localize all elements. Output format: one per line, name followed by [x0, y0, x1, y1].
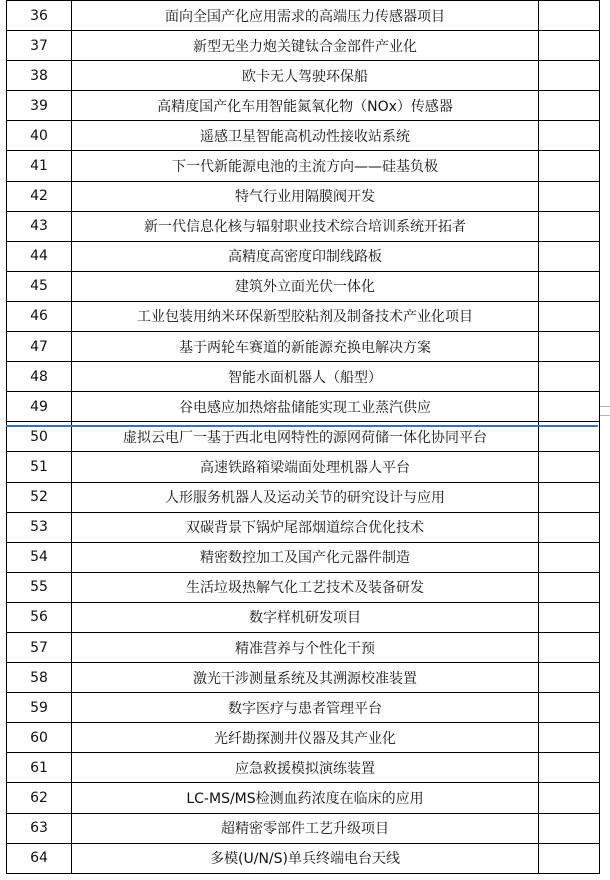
- table-row: [7, 813, 600, 843]
- empty-cell[interactable]: [539, 542, 600, 572]
- table-row: [7, 151, 600, 181]
- row-number-cell[interactable]: 44: [7, 241, 72, 271]
- project-table: [6, 0, 600, 874]
- table-row: [7, 693, 600, 723]
- row-number-cell[interactable]: 60: [7, 723, 72, 753]
- row-number-cell[interactable]: 37: [7, 31, 72, 61]
- project-name-cell[interactable]: 应急救援模拟演练装置: [72, 753, 539, 783]
- project-name-cell[interactable]: 基于两轮车赛道的新能源充换电解决方案: [72, 332, 539, 362]
- table-row: [7, 271, 600, 301]
- row-number-cell[interactable]: 50: [7, 422, 72, 452]
- project-name-cell[interactable]: 高速铁路箱梁端面处理机器人平台: [72, 452, 539, 482]
- empty-cell[interactable]: [539, 663, 600, 693]
- table-row: [7, 181, 600, 211]
- project-name-cell[interactable]: 光纤勘探测井仪器及其产业化: [72, 723, 539, 753]
- project-name-cell[interactable]: 面向全国产化应用需求的高端压力传感器项目: [72, 1, 539, 31]
- project-name-cell[interactable]: 精密数控加工及国产化元器件制造: [72, 542, 539, 572]
- project-name-cell[interactable]: 超精密零部件工艺升级项目: [72, 813, 539, 843]
- empty-cell[interactable]: [539, 271, 600, 301]
- table-row: [7, 392, 600, 422]
- table-row: [7, 31, 600, 61]
- page-break-line: [6, 425, 598, 427]
- project-name-cell[interactable]: 激光干涉测量系统及其溯源校准装置: [72, 663, 539, 693]
- table-row: [7, 91, 600, 121]
- project-name-cell[interactable]: 数字医疗与患者管理平台: [72, 693, 539, 723]
- empty-cell[interactable]: [539, 693, 600, 723]
- empty-cell[interactable]: [539, 211, 600, 241]
- project-name-cell[interactable]: 智能水面机器人（船型）: [72, 362, 539, 392]
- table-row: [7, 753, 600, 783]
- empty-cell[interactable]: [539, 753, 600, 783]
- table-row: [7, 211, 600, 241]
- row-number-cell[interactable]: 62: [7, 783, 72, 813]
- empty-cell[interactable]: [539, 241, 600, 271]
- row-number-cell[interactable]: 41: [7, 151, 72, 181]
- project-name-cell[interactable]: 新型无坐力炮关键钛合金部件产业化: [72, 31, 539, 61]
- table-row: [7, 572, 600, 602]
- row-number-cell[interactable]: 36: [7, 1, 72, 31]
- table-row: [7, 482, 600, 512]
- row-number-cell[interactable]: 55: [7, 572, 72, 602]
- empty-cell[interactable]: [539, 392, 600, 422]
- row-number-cell[interactable]: 42: [7, 181, 72, 211]
- table-row: [7, 121, 600, 151]
- row-number-cell[interactable]: 47: [7, 332, 72, 362]
- project-name-cell[interactable]: 谷电感应加热熔盐储能实现工业蒸汽供应: [72, 392, 539, 422]
- empty-cell[interactable]: [539, 332, 600, 362]
- empty-cell[interactable]: [539, 301, 600, 331]
- empty-cell[interactable]: [539, 1, 600, 31]
- project-name-cell[interactable]: 人形服务机器人及运动关节的研究设计与应用: [72, 482, 539, 512]
- row-number-cell[interactable]: 56: [7, 602, 72, 632]
- empty-cell[interactable]: [539, 181, 600, 211]
- project-name-cell[interactable]: 精准营养与个性化干预: [72, 632, 539, 662]
- row-number-cell[interactable]: 53: [7, 512, 72, 542]
- row-number-cell[interactable]: 57: [7, 632, 72, 662]
- table-row: [7, 542, 600, 572]
- row-number-cell[interactable]: 54: [7, 542, 72, 572]
- row-number-cell[interactable]: 51: [7, 452, 72, 482]
- empty-cell[interactable]: [539, 452, 600, 482]
- empty-cell[interactable]: [539, 362, 600, 392]
- table-row: [7, 512, 600, 542]
- table-row: [7, 723, 600, 753]
- row-number-cell[interactable]: 46: [7, 301, 72, 331]
- empty-cell[interactable]: [539, 31, 600, 61]
- empty-cell[interactable]: [539, 572, 600, 602]
- project-name-cell[interactable]: 生活垃圾热解气化工艺技术及装备研发: [72, 572, 539, 602]
- empty-cell[interactable]: [539, 151, 600, 181]
- empty-cell[interactable]: [539, 512, 600, 542]
- table-row: [7, 301, 600, 331]
- row-number-cell[interactable]: 39: [7, 91, 72, 121]
- project-name-cell[interactable]: 数字样机研发项目: [72, 602, 539, 632]
- empty-cell[interactable]: [539, 61, 600, 91]
- row-number-cell[interactable]: 49: [7, 392, 72, 422]
- project-name-cell[interactable]: 工业包装用纳米环保新型胶粘剂及制备技术产业化项目: [72, 301, 539, 331]
- empty-cell[interactable]: [539, 783, 600, 813]
- empty-cell[interactable]: [539, 91, 600, 121]
- empty-cell[interactable]: [539, 602, 600, 632]
- empty-cell[interactable]: [539, 813, 600, 843]
- empty-cell[interactable]: [539, 843, 600, 873]
- row-number-cell[interactable]: 45: [7, 271, 72, 301]
- project-name-cell[interactable]: 特气行业用隔膜阀开发: [72, 181, 539, 211]
- row-number-cell[interactable]: 43: [7, 211, 72, 241]
- empty-cell[interactable]: [539, 723, 600, 753]
- project-name-cell[interactable]: 双碳背景下锅炉尾部烟道综合优化技术: [72, 512, 539, 542]
- project-name-cell[interactable]: 欧卡无人驾驶环保船: [72, 61, 539, 91]
- empty-cell[interactable]: [539, 482, 600, 512]
- empty-cell[interactable]: [539, 632, 600, 662]
- row-number-cell[interactable]: 58: [7, 663, 72, 693]
- project-name-cell[interactable]: 遥感卫星智能高机动性接收站系统: [72, 121, 539, 151]
- table-row: [7, 332, 600, 362]
- empty-cell[interactable]: [539, 121, 600, 151]
- table-row: [7, 602, 600, 632]
- row-number-cell[interactable]: 38: [7, 61, 72, 91]
- page-break-marker: [600, 406, 610, 416]
- project-name-cell[interactable]: 虚拟云电厂一基于西北电网特性的源网荷储一体化协同平台: [72, 422, 539, 452]
- table-row: [7, 241, 600, 271]
- table-row: [7, 632, 600, 662]
- project-name-cell[interactable]: 高精度高密度印制线路板: [72, 241, 539, 271]
- table-row: [7, 61, 600, 91]
- project-name-cell[interactable]: 下一代新能源电池的主流方向——硅基负极: [72, 151, 539, 181]
- project-name-cell[interactable]: 新一代信息化核与辐射职业技术综合培训系统开拓者: [72, 211, 539, 241]
- table-row: [7, 362, 600, 392]
- project-name-cell[interactable]: 高精度国产化车用智能氮氧化物（NOx）传感器: [72, 91, 539, 121]
- row-number-cell[interactable]: 59: [7, 693, 72, 723]
- table-row: [7, 452, 600, 482]
- row-number-cell[interactable]: 61: [7, 753, 72, 783]
- row-number-cell[interactable]: 48: [7, 362, 72, 392]
- project-name-cell[interactable]: 建筑外立面光伏一体化: [72, 271, 539, 301]
- table-row: [7, 1, 600, 31]
- row-number-cell[interactable]: 63: [7, 813, 72, 843]
- row-number-cell[interactable]: 40: [7, 121, 72, 151]
- project-name-cell[interactable]: 多模(U/N/S)单兵终端电台天线: [72, 843, 539, 873]
- row-number-cell[interactable]: 64: [7, 843, 72, 873]
- project-name-cell[interactable]: LC-MS/MS检测血药浓度在临床的应用: [72, 783, 539, 813]
- table-row: [7, 783, 600, 813]
- table-row: [7, 663, 600, 693]
- table-row: [7, 843, 600, 873]
- row-number-cell[interactable]: 52: [7, 482, 72, 512]
- project-table-body: [7, 1, 600, 874]
